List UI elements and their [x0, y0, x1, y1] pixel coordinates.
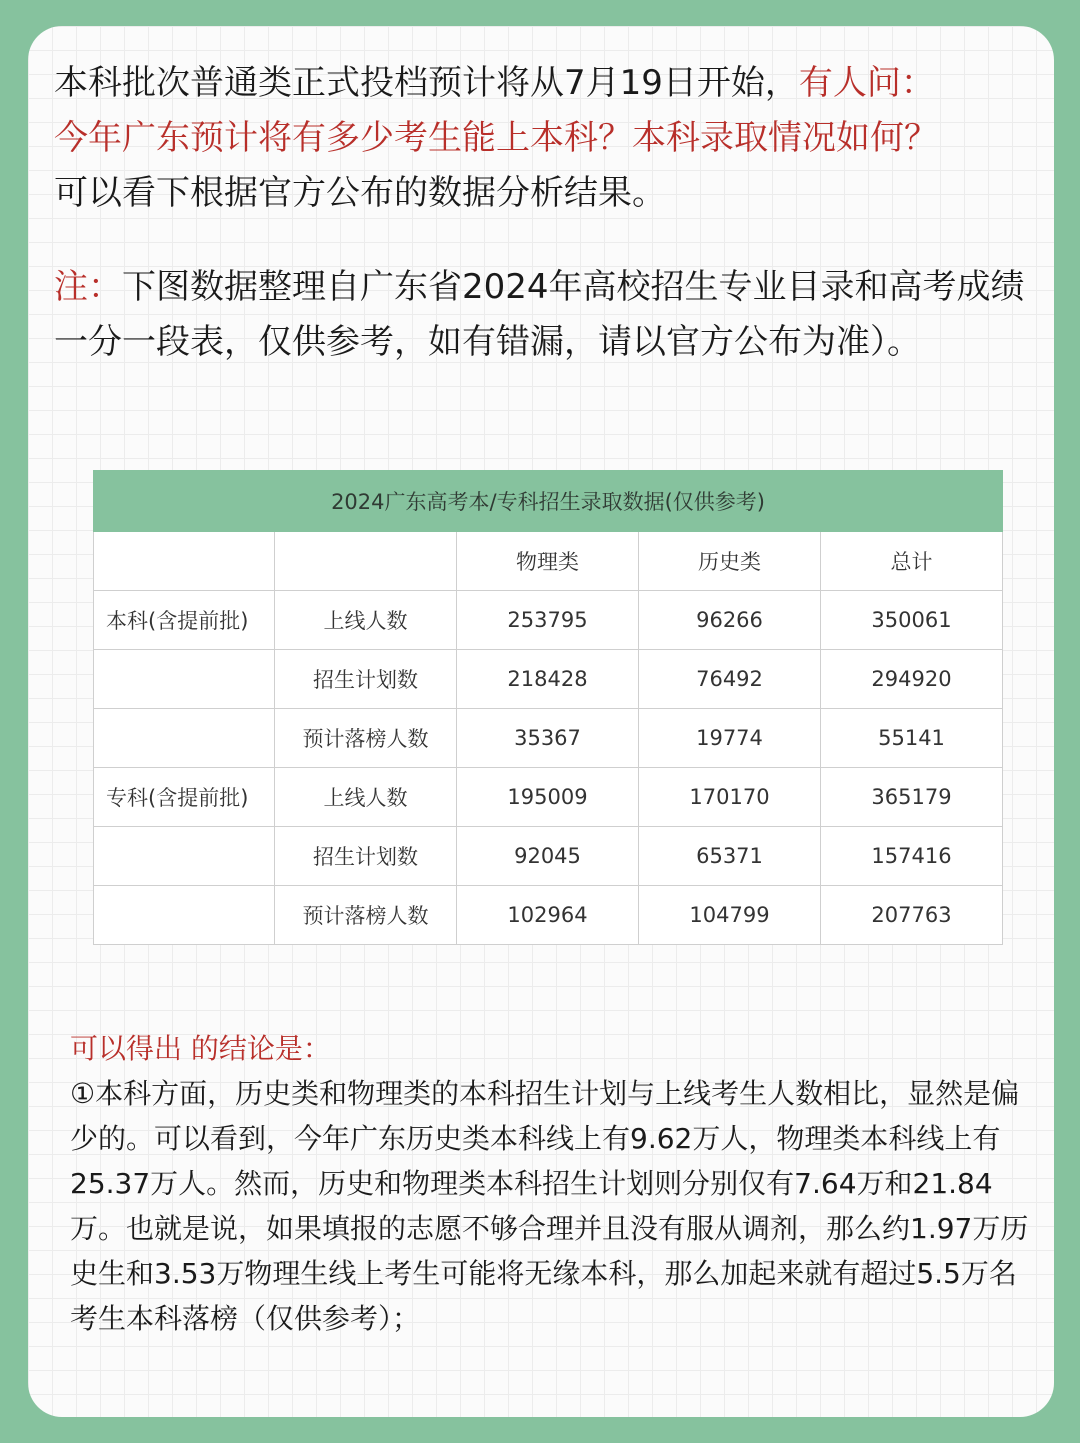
total-cell: 207763: [821, 886, 1003, 945]
note-label: 注：: [54, 267, 122, 307]
total-cell: 157416: [821, 827, 1003, 886]
table-row: [94, 709, 1003, 768]
physics-cell: 218428: [457, 650, 639, 709]
physics-cell: 195009: [457, 768, 639, 827]
physics-cell: 92045: [457, 827, 639, 886]
table-row: [94, 886, 1003, 945]
history-cell: 104799: [639, 886, 821, 945]
table-title: 2024广东高考本/专科招生录取数据(仅供参考): [94, 471, 1003, 532]
group-cell: [94, 709, 275, 768]
intro-paragraph: [54, 56, 1034, 221]
content-card: [28, 26, 1054, 1417]
header-history: 历史类: [639, 532, 821, 591]
history-cell: 76492: [639, 650, 821, 709]
admission-data-table: [93, 470, 1003, 945]
item-cell: 上线人数: [275, 591, 457, 650]
group-cell: 本科(含提前批): [94, 591, 275, 650]
header-empty-cell: [275, 532, 457, 591]
total-cell: 350061: [821, 591, 1003, 650]
group-cell: [94, 886, 275, 945]
total-cell: 294920: [821, 650, 1003, 709]
group-cell: [94, 650, 275, 709]
history-cell: 19774: [639, 709, 821, 768]
history-cell: 170170: [639, 768, 821, 827]
group-cell: 专科(含提前批): [94, 768, 275, 827]
item-cell: 招生计划数: [275, 650, 457, 709]
intro-question-lead: 有人问：: [798, 63, 935, 103]
item-cell: 上线人数: [275, 768, 457, 827]
table-row: [94, 591, 1003, 650]
item-cell: 预计落榜人数: [275, 886, 457, 945]
item-cell: 招生计划数: [275, 827, 457, 886]
note-text: 下图数据整理自广东省2024年高校招生专业目录和高考成绩一分一段表，仅供参考，如有错漏，请以官方公布为准）。: [54, 267, 1025, 362]
total-cell: 55141: [821, 709, 1003, 768]
intro-question: 今年广东预计将有多少考生能上本科？本科录取情况如何？: [54, 118, 938, 158]
conclusion-heading: 可以得出 的结论是：: [70, 1032, 331, 1065]
table-row: [94, 827, 1003, 886]
history-cell: 65371: [639, 827, 821, 886]
conclusion-paragraph: ①本科方面，历史类和物理类的本科招生计划与上线考生人数相比，显然是偏少的。可以看到，今年广东历史类本科线上有9.62万人，物理类本科线上有25.37万人。然而，历史和物理类本科招生计划则分别仅有7.64万和21.84万。也就是说，如果填报的志愿不够合理并且没有服从调剂，那么约1.97万历史生和3.53万物理生线上考生可能将无缘本科，那么加起来就有超过5.5万名考生本科落榜（仅供参考）；: [70, 1077, 1029, 1335]
table-row: [94, 650, 1003, 709]
item-cell: 预计落榜人数: [275, 709, 457, 768]
physics-cell: 102964: [457, 886, 639, 945]
note-paragraph: [54, 260, 1034, 370]
physics-cell: 253795: [457, 591, 639, 650]
table-title-row: [94, 471, 1003, 532]
intro-text: 本科批次普通类正式投档预计将从7月19日开始，: [54, 63, 799, 103]
history-cell: 96266: [639, 591, 821, 650]
group-cell: [94, 827, 275, 886]
table-row: [94, 768, 1003, 827]
physics-cell: 35367: [457, 709, 639, 768]
table-header-row: [94, 532, 1003, 591]
header-total: 总计: [821, 532, 1003, 591]
total-cell: 365179: [821, 768, 1003, 827]
header-empty-cell: [94, 532, 275, 591]
header-physics: 物理类: [457, 532, 639, 591]
conclusion-section: [70, 1026, 1040, 1341]
intro-followup: 可以看下根据官方公布的数据分析结果。: [54, 173, 666, 213]
